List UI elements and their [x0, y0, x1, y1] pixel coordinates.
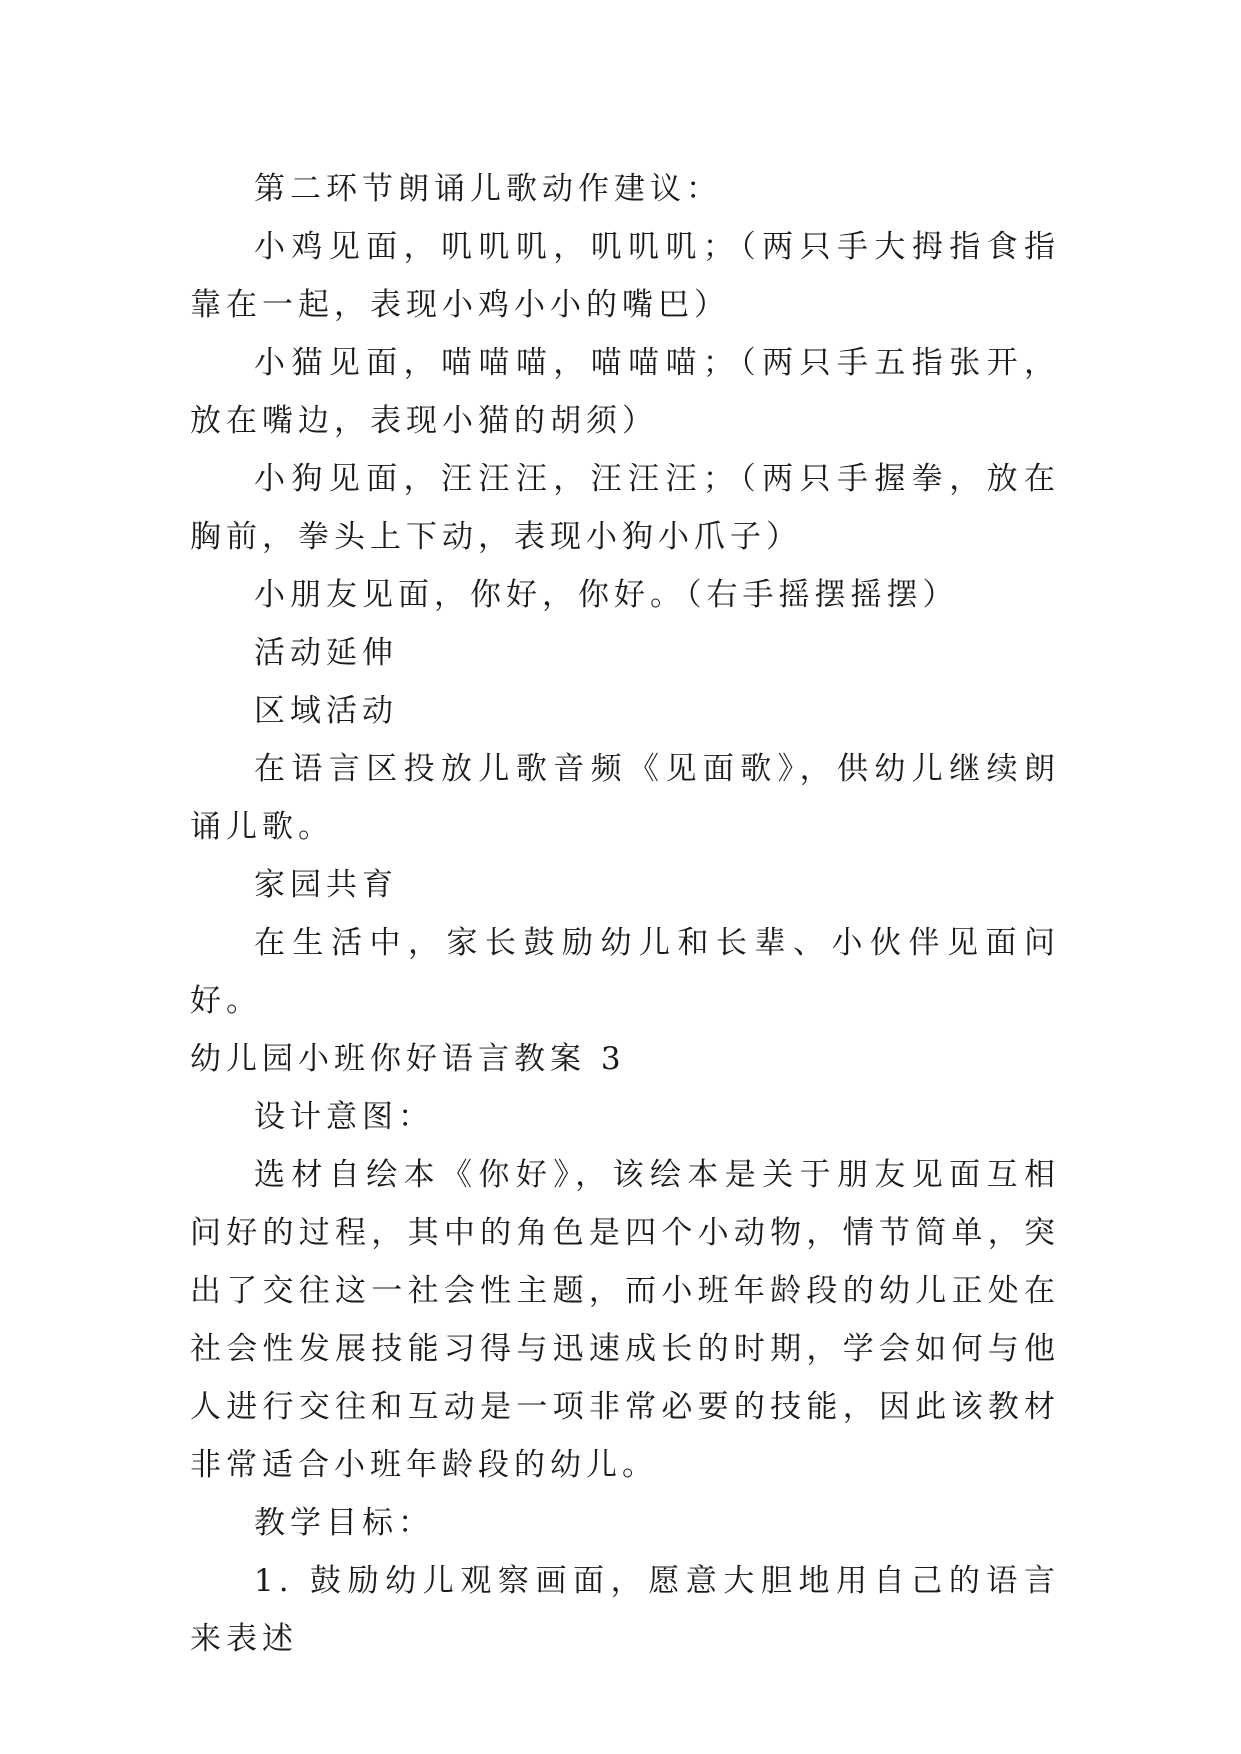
paragraph-friend-verse: 小朋友见面，你好，你好。（右手摇摆摇摆）	[254, 577, 959, 613]
paragraph-cat-verse: 小猫见面，喵喵喵，喵喵喵；（两只手五指张开，放在嘴边，表现小猫的胡须）	[190, 345, 1060, 439]
paragraph-goal-1: 1. 鼓励幼儿观察画面，愿意大胆地用自己的语言来表述	[190, 1563, 1060, 1657]
paragraph-parent-encourage: 在生活中，家长鼓励幼儿和长辈、小伙伴见面问好。	[190, 925, 1060, 1019]
paragraph-language-area: 在语言区投放儿歌音频《见面歌》，供幼儿继续朗诵儿歌。	[190, 751, 1060, 845]
paragraph-chick-verse: 小鸡见面，叽叽叽，叽叽叽；（两只手大拇指食指靠在一起，表现小鸡小小的嘴巴）	[190, 229, 1060, 323]
lesson-plan-title: 幼儿园小班你好语言教案 3	[190, 1041, 626, 1077]
paragraph-section-heading: 第二环节朗诵儿歌动作建议：	[254, 171, 722, 207]
paragraph-design-intent-heading: 设计意图：	[254, 1099, 434, 1135]
document-page	[190, 160, 1060, 1668]
paragraph-dog-verse: 小狗见面，汪汪汪，汪汪汪；（两只手握拳，放在胸前，拳头上下动，表现小狗小爪子）	[190, 461, 1060, 555]
paragraph-home-school: 家园共育	[254, 867, 398, 903]
paragraph-teaching-goals-heading: 教学目标：	[254, 1505, 434, 1541]
paragraph-design-intent-body: 选材自绘本《你好》，该绘本是关于朋友见面互相问好的过程，其中的角色是四个小动物，情节简单，突出了交往这一社会性主题，而小班年龄段的幼儿正处在社会性发展技能习得与迅速成长的时期，学会如何与他人进行交往和互动是一项非常必要的技能，因此该教材非常适合小班年龄段的幼儿。	[190, 1157, 1060, 1483]
paragraph-area-activity: 区域活动	[254, 693, 398, 729]
paragraph-activity-extension: 活动延伸	[254, 635, 398, 671]
